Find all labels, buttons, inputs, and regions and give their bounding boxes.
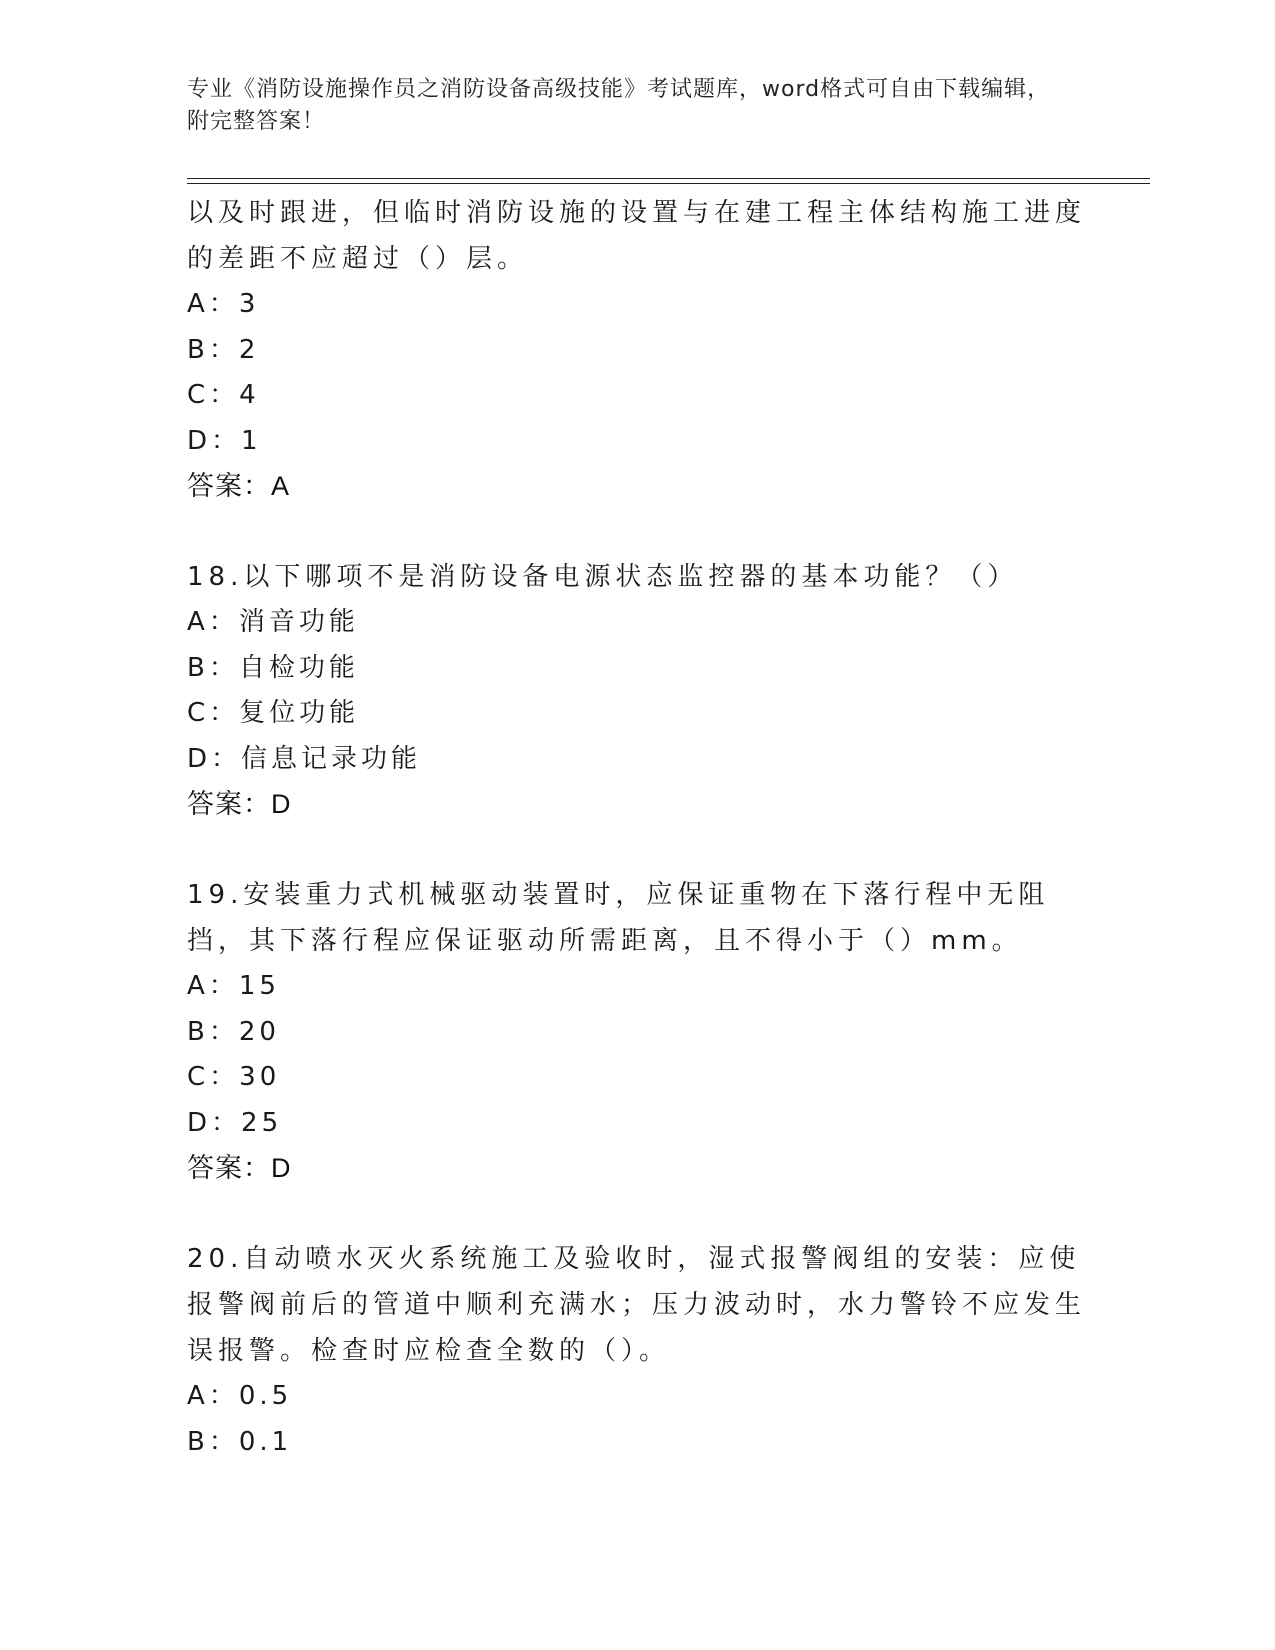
option-separator: ： bbox=[208, 289, 239, 319]
option-a bbox=[187, 600, 1087, 646]
option-c bbox=[187, 691, 1087, 737]
header-divider-top bbox=[187, 178, 1150, 179]
option-value: 0.1 bbox=[238, 1426, 293, 1457]
option-letter: B bbox=[187, 1016, 209, 1047]
page-header: 专业《消防设施操作员之消防设备高级技能》考试题库，word格式可自由下载编辑，附完整答案！ bbox=[187, 77, 1051, 134]
option-separator: ： bbox=[209, 380, 240, 410]
option-letter: A bbox=[187, 1381, 209, 1411]
question-text: 以及时跟进，但临时消防设施的设置与在建工程主体结构施工进度的差距不应超过（）层。 bbox=[187, 198, 1087, 274]
option-value: 15 bbox=[238, 971, 280, 1001]
option-separator: ： bbox=[208, 607, 239, 637]
option-value: 2 bbox=[238, 334, 260, 365]
answer-line: 答案：D bbox=[187, 789, 292, 819]
question-text: 19.安装重力式机械驱动装置时，应保证重物在下落行程中无阻挡，其下落行程应保证驱动所需距离，且不得小于（）mm。 bbox=[187, 880, 1050, 956]
option-a bbox=[187, 282, 1087, 328]
option-separator: ： bbox=[209, 698, 240, 728]
option-separator: ： bbox=[208, 652, 239, 683]
option-value: 20 bbox=[238, 1016, 280, 1047]
header-divider-bottom bbox=[187, 183, 1150, 184]
question-text: 18.以下哪项不是消防设备电源状态监控器的基本功能？（） bbox=[187, 562, 1019, 592]
option-value: 0.5 bbox=[238, 1381, 293, 1411]
option-d bbox=[187, 419, 1087, 465]
option-value: 消音功能 bbox=[238, 607, 359, 637]
option-a bbox=[187, 964, 1087, 1010]
option-letter: C bbox=[187, 698, 210, 728]
option-a bbox=[187, 1374, 1087, 1420]
answer-line: 答案：D bbox=[187, 1153, 292, 1183]
option-b bbox=[187, 1010, 1087, 1056]
option-separator: ： bbox=[208, 1381, 239, 1411]
option-c bbox=[187, 1055, 1087, 1101]
option-letter: A bbox=[187, 971, 209, 1001]
option-separator: ： bbox=[211, 1107, 242, 1138]
option-letter: D bbox=[187, 425, 212, 456]
option-d bbox=[187, 1101, 1087, 1147]
option-value: 复位功能 bbox=[239, 698, 360, 728]
answer-line: 答案：A bbox=[187, 471, 291, 501]
option-letter: D bbox=[187, 1107, 212, 1138]
option-c bbox=[187, 373, 1087, 419]
option-letter: A bbox=[187, 289, 209, 319]
option-value: 4 bbox=[239, 380, 260, 410]
option-value: 3 bbox=[238, 289, 260, 319]
option-separator: ： bbox=[211, 743, 242, 774]
option-b bbox=[187, 1420, 1087, 1466]
option-separator: ： bbox=[208, 971, 239, 1001]
option-letter: C bbox=[187, 380, 210, 410]
option-separator: ： bbox=[209, 1062, 240, 1092]
option-letter: B bbox=[187, 1426, 209, 1457]
option-letter: A bbox=[187, 607, 209, 637]
option-value: 25 bbox=[241, 1107, 283, 1138]
option-separator: ： bbox=[208, 1016, 239, 1047]
question-item bbox=[187, 872, 1087, 1190]
question-list bbox=[187, 190, 1087, 1465]
option-letter: B bbox=[187, 334, 209, 365]
option-value: 信息记录功能 bbox=[241, 743, 422, 774]
option-b bbox=[187, 328, 1087, 374]
question-text: 20.自动喷水灭火系统施工及验收时，湿式报警阀组的安装：应使报警阀前后的管道中顺利充满水；压力波动时，水力警铃不应发生误报警。检查时应检查全数的（）。 bbox=[187, 1244, 1087, 1366]
option-b bbox=[187, 646, 1087, 692]
option-letter: D bbox=[187, 743, 212, 774]
option-value: 1 bbox=[241, 425, 262, 456]
question-item bbox=[187, 1236, 1087, 1465]
option-letter: B bbox=[187, 652, 209, 683]
option-separator: ： bbox=[211, 425, 242, 456]
option-letter: C bbox=[187, 1062, 210, 1092]
option-value: 自检功能 bbox=[238, 652, 359, 683]
option-d bbox=[187, 737, 1087, 783]
question-item bbox=[187, 554, 1087, 826]
option-separator: ： bbox=[208, 334, 239, 365]
question-item bbox=[187, 190, 1087, 508]
option-value: 30 bbox=[239, 1062, 281, 1092]
option-separator: ： bbox=[208, 1426, 239, 1457]
